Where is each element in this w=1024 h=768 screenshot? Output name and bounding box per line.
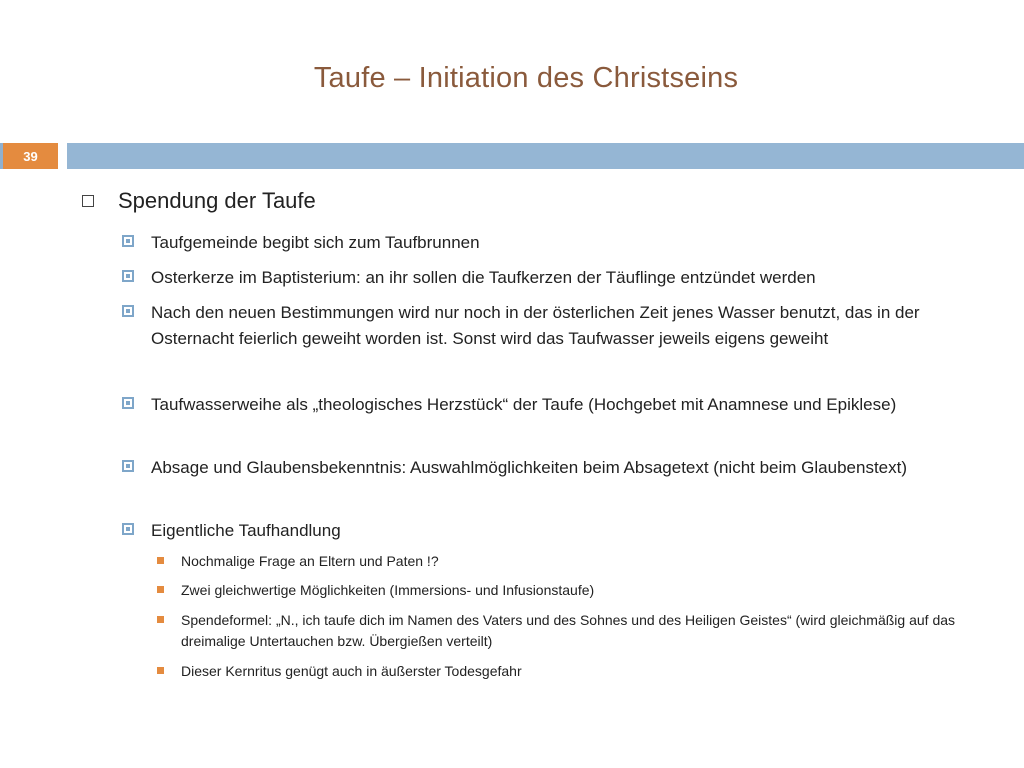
list-item-text: Absage und Glaubensbekenntnis: Auswahlmöglichkeiten beim Absagetext (nicht beim Glaubenstext) bbox=[151, 458, 908, 477]
list-item-text: Taufwasserweihe als „theologisches Herzstück“ der Taufe (Hochgebet mit Anamnese und Epiklese) bbox=[151, 395, 897, 414]
square-bullet-icon bbox=[122, 397, 134, 409]
list-item bbox=[122, 518, 972, 544]
sub-list-item-text: Spendeformel: „N., ich taufe dich im Namen des Vaters und des Sohnes und des Heiligen Geistes“ (wird gleichmäßig auf das dreimalige Untertauchen bzw. Übergießen verteilt) bbox=[181, 612, 956, 649]
sub-list-item-text: Dieser Kernritus genügt auch in äußerster Todesgefahr bbox=[181, 663, 522, 679]
main-bullet bbox=[82, 188, 962, 214]
slide-number-bar bbox=[0, 143, 1024, 169]
list-item bbox=[122, 265, 972, 291]
orange-square-bullet-icon bbox=[157, 557, 164, 564]
sub-list-item bbox=[157, 580, 957, 601]
list-item bbox=[122, 455, 972, 481]
orange-square-bullet-icon bbox=[157, 586, 164, 593]
list-item bbox=[122, 230, 972, 256]
square-bullet-icon bbox=[122, 235, 134, 247]
sub-list-item bbox=[157, 610, 957, 652]
sub-list-item-text: Nochmalige Frage an Eltern und Paten !? bbox=[181, 553, 439, 569]
list-item bbox=[122, 300, 972, 352]
square-bullet-icon bbox=[122, 305, 134, 317]
list-item-text: Eigentliche Taufhandlung bbox=[151, 521, 341, 540]
list-item-text: Taufgemeinde begibt sich zum Taufbrunnen bbox=[151, 233, 480, 252]
square-bullet-icon bbox=[122, 460, 134, 472]
sub-list-item-text: Zwei gleichwertige Möglichkeiten (Immersions- und Infusionstaufe) bbox=[181, 582, 595, 598]
slide-title: Taufe – Initiation des Christseins bbox=[313, 62, 739, 94]
orange-square-bullet-icon bbox=[157, 616, 164, 623]
hollow-square-bullet-icon bbox=[82, 195, 94, 207]
orange-square-bullet-icon bbox=[157, 667, 164, 674]
square-bullet-icon bbox=[122, 270, 134, 282]
main-bullet-text: Spendung der Taufe bbox=[118, 188, 316, 213]
square-bullet-icon bbox=[122, 523, 134, 535]
list-item-text: Nach den neuen Bestimmungen wird nur noch in der österlichen Zeit jenes Wasser benutzt, das in der Osternacht feierlich geweiht worden ist. Sonst wird das Taufwasser jeweils eigens geweiht bbox=[151, 303, 920, 348]
sub-list-item bbox=[157, 551, 957, 572]
decorative-band bbox=[67, 143, 1024, 169]
slide-number: 39 bbox=[3, 143, 58, 169]
list-item bbox=[122, 392, 972, 418]
sub-list-item bbox=[157, 661, 957, 682]
list-item-text: Osterkerze im Baptisterium: an ihr sollen die Taufkerzen der Täuflinge entzündet werden bbox=[151, 268, 816, 287]
